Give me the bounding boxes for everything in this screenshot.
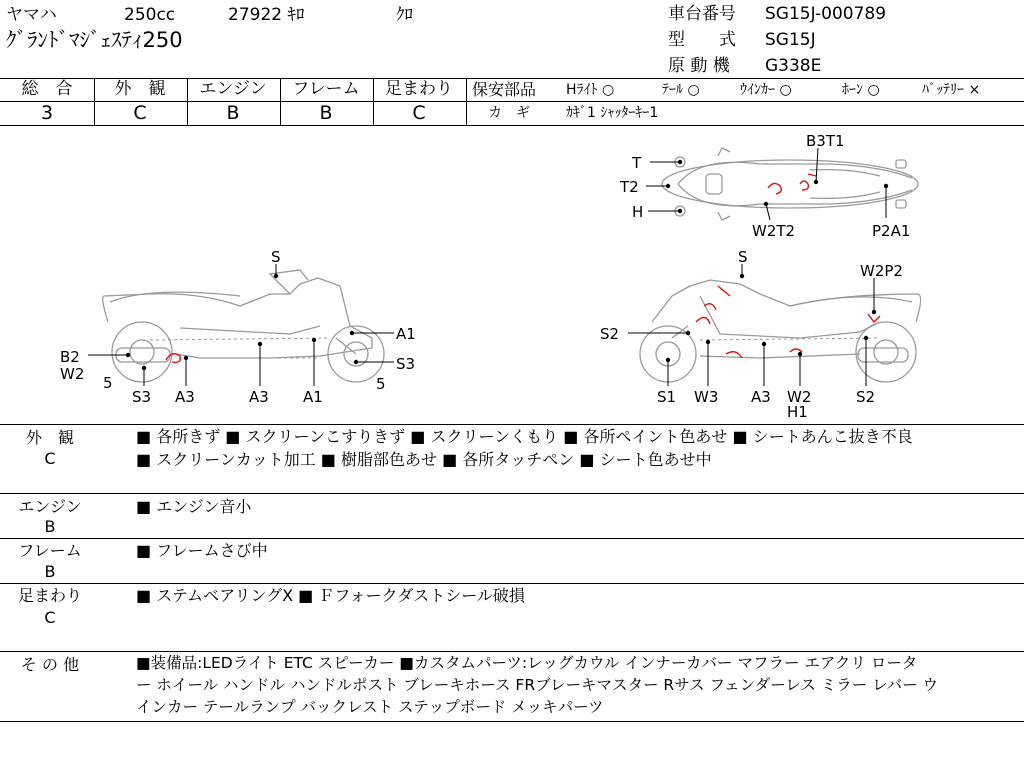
label-S3-right: S3	[396, 355, 416, 373]
section-other-line-3: インカー テールランプ バックレスト ステップボード メッキパーツ	[136, 698, 604, 716]
label-W2P2: W2P2	[860, 262, 903, 280]
model-type-value: SG15J	[765, 30, 816, 50]
label-A3-right: A3	[751, 388, 771, 406]
label-B2: B2	[60, 348, 80, 366]
label-S-right: S	[738, 248, 748, 266]
label-W3: W3	[694, 388, 719, 406]
label-A1-right: A1	[396, 325, 416, 343]
grade-frame-label: フレーム	[292, 79, 360, 99]
section-other-line-1: ■装備品:LEDライト ETC スピーカー ■カスタムパーツ:レッグカウル インナーカバー マフラー エアクリ ロータ	[136, 654, 918, 672]
label-5-right: 5	[376, 375, 386, 393]
safety-taillight: ﾃｰﾙ ○	[662, 82, 700, 98]
section-suspension-grade: C	[44, 608, 56, 627]
key-label: カ ギ	[488, 105, 530, 121]
top-view-leaders	[646, 148, 888, 220]
label-H: H	[632, 203, 644, 221]
section-frame-line-1: ■ フレームさび中	[136, 541, 268, 560]
safety-battery: ﾊﾞｯﾃﾘｰ ×	[922, 82, 981, 98]
label-W2T2: W2T2	[752, 222, 796, 240]
divider	[0, 424, 1024, 425]
label-S-left: S	[271, 248, 281, 266]
section-engine-label: エンジン	[18, 497, 82, 516]
label-S1: S1	[657, 388, 677, 406]
section-frame-grade: B	[44, 562, 56, 581]
safety-horn: ﾎｰﾝ ○	[842, 82, 880, 98]
label-A1-bottom: A1	[303, 388, 323, 406]
section-other-line-2: ー ホイール ハンドル ハンドルポスト ブレーキホース FRブレーキマスター Rサス フェンダーレス ミラー レバー ウ	[136, 676, 939, 694]
right-side-bike	[640, 280, 921, 382]
section-engine-line-1: ■ エンジン音小	[136, 497, 252, 516]
label-W2-right: W2	[787, 388, 812, 406]
grade-exterior-value: C	[133, 102, 147, 124]
section-other-label: そ の 他	[20, 655, 80, 674]
label-T2: T2	[620, 178, 639, 196]
color: ｸﾛ	[396, 5, 413, 25]
section-frame-label: フレーム	[18, 541, 82, 560]
model-name: ｸﾞﾗﾝﾄﾞﾏｼﾞｪｽﾃｨ250	[6, 28, 183, 52]
grade-suspension-value: C	[412, 102, 426, 124]
left-side-leaders	[88, 264, 394, 386]
label-A3-mid: A3	[249, 388, 269, 406]
label-B3T1: B3T1	[806, 132, 845, 150]
model-type-label: 型 式	[668, 30, 736, 50]
frame-number-value: SG15J-000789	[765, 4, 887, 24]
engine-model-label: 原 動 機	[668, 56, 730, 76]
damage-diagram	[0, 126, 1024, 424]
label-P2A1: P2A1	[872, 222, 911, 240]
maker: ヤマハ	[6, 5, 57, 25]
label-S2-front: S2	[600, 325, 620, 343]
grade-overall-value: 3	[40, 102, 54, 124]
safety-winker: ｳｲﾝｶｰ ○	[740, 82, 792, 98]
safety-parts-label: 保安部品	[472, 80, 537, 99]
section-exterior-label: 外 観	[25, 428, 74, 447]
grade-overall-label: 総 合	[21, 79, 73, 99]
safety-headlight: Hﾗｲﾄ ○	[566, 82, 615, 98]
section-exterior-line-1: ■ 各所きず ■ スクリーンこすりきず ■ スクリーンくもり ■ 各所ペイント色あせ ■ シートあんこ抜き不良	[136, 427, 913, 446]
label-W2-left: W2	[60, 365, 85, 383]
section-suspension-line-1: ■ ステムベアリングX ■ Ｆフォークダストシール破損	[136, 586, 525, 605]
grade-engine-label: エンジン	[199, 79, 267, 99]
label-T: T	[632, 154, 642, 172]
grade-suspension-label: 足まわり	[385, 79, 453, 99]
label-5-left: 5	[103, 374, 113, 392]
section-engine-grade: B	[44, 517, 56, 536]
right-side-leaders	[628, 264, 876, 386]
key-value: ｶｷﾞ1 ｼｬｯﾀｰｷｰ1	[566, 105, 659, 121]
displacement: 250cc	[124, 5, 176, 25]
left-side-bike	[103, 270, 384, 382]
section-exterior-line-2: ■ スクリーンカット加工 ■ 樹脂部色あせ ■ 各所タッチペン ■ シート色あせ中	[136, 450, 712, 469]
label-S2-rear: S2	[856, 388, 876, 406]
top-view-bike	[662, 148, 918, 220]
engine-model-value: G338E	[765, 56, 822, 76]
label-S3-left: S3	[132, 388, 152, 406]
section-suspension-label: 足まわり	[17, 586, 82, 605]
label-A3-left: A3	[175, 388, 195, 406]
label-H1: H1	[787, 403, 808, 421]
mileage: 27922 ｷﾛ	[228, 5, 305, 25]
grade-exterior-label: 外 観	[114, 79, 166, 99]
section-exterior-grade: C	[44, 449, 56, 468]
frame-number-label: 車台番号	[668, 4, 736, 24]
grade-engine-value: B	[226, 102, 240, 124]
grade-frame-value: B	[319, 102, 333, 124]
